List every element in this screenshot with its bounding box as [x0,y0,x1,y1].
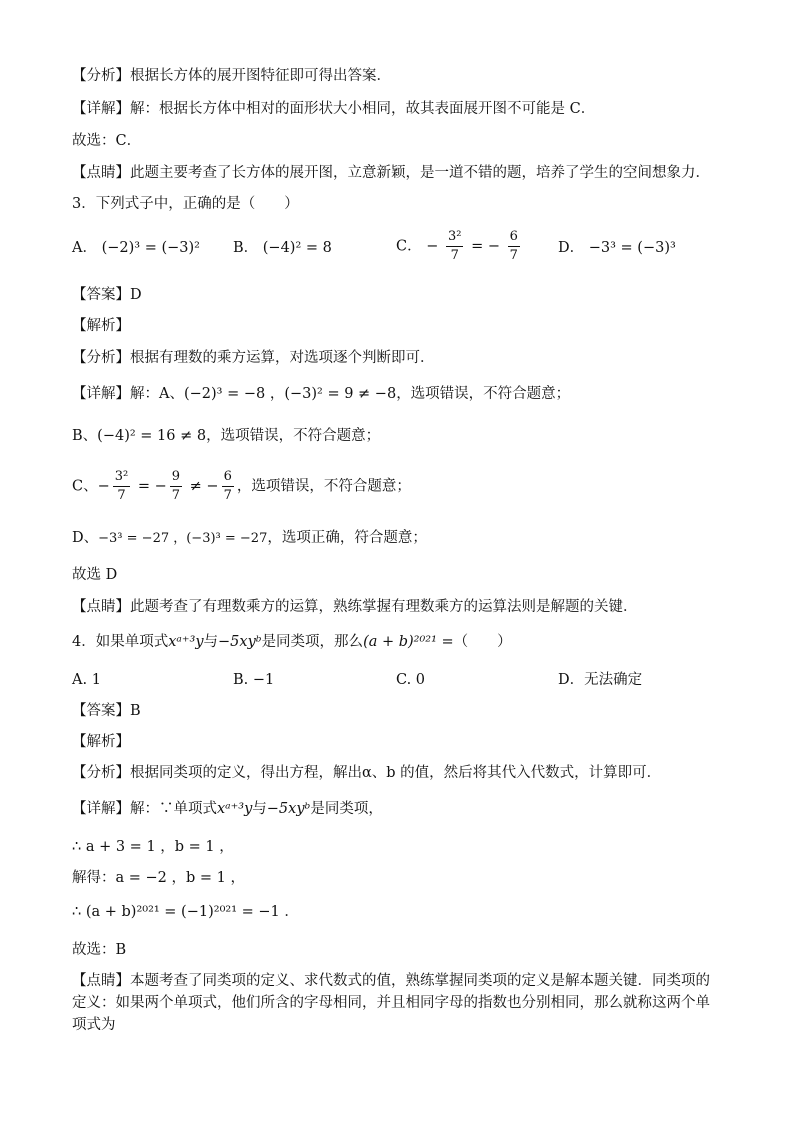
q3-option-d-label: D． [558,240,585,256]
q4-stem-mid: 与 [203,634,219,650]
q3-detail-c-mid: = − [133,478,167,495]
q4-stem [72,632,512,652]
q3-detail-b [72,426,380,446]
q3-option-d [558,238,676,258]
q4-comment: 【点睛】本题考查了同类项的定义、求代数式的值，熟练掌握同类项的定义是解本题关键．同类项的定义：如果两个单项式，他们所含的字母相同，并且相同字母的指数也分别相同，那么就称这两个单项式为 [72,973,710,1033]
q4-analysis-tag: 【解析】 [72,734,130,750]
q3-detail-a-suffix: ，选项错误，不符合题意； [396,386,571,402]
q3-option-c-num2: 6 [508,228,520,247]
q4-detail-suffix: 是同类项， [310,801,383,817]
q4-stem-prefix: 4．如果单项式 [72,634,169,650]
q4-step3: ∴ (a + b)²⁰²¹ = (−1)²⁰²¹ = −1 ． [72,904,299,920]
q3-option-a-label: A． [72,240,97,256]
q3-detail-a-math: (−2)³ = −8 ，(−3)² = 9 ≠ −8 [183,386,397,402]
q3-detail-a-prefix: 【详解】解：A、 [72,386,184,402]
q4-detail-math2: −5xyᵇ [266,801,311,817]
q4-stem-math3: (a + b)²⁰²¹ [363,634,437,650]
q3-detail-c-den3: 7 [223,488,232,503]
q2-comment: 【点睛】此题主要考查了长方体的展开图，立意新颖，是一道不错的题，培养了学生的空间想象力． [72,165,710,181]
q4-answer: 【答案】B [72,703,141,719]
q3-detail-c-frac1 [113,468,130,505]
q3-detail-a [72,384,570,404]
q2-choice: 故选：C． [72,133,142,149]
q3-detail-c-num2: 9 [170,468,182,487]
q3-choice: 故选 D [72,567,118,583]
q4-option-b: B. −1 [233,672,275,688]
q3-detail-d-suffix: ，选项正确，符合题意； [267,530,427,546]
q4-detail [72,799,383,819]
q3-detail-b-prefix: B、 [72,428,98,444]
q3-detail-d-math: −3³ = −27 ，(−3)³ = −27 [98,531,268,546]
q3-detail-c-den1: 7 [117,488,126,503]
q3-detail-c-den2: 7 [171,488,181,503]
q3-stem: 3．下列式子中，正确的是（ ） [72,196,299,212]
q3-option-b-label: B． [233,240,259,256]
q3-detail-c [72,468,411,505]
q4-step1: ∴ a + 3 = 1 ，b = 1 ， [72,839,234,855]
q3-option-c-num: 3² [446,228,463,247]
q3-option-a [72,238,200,258]
q3-option-c-mid: = − [471,238,500,255]
q3-option-c-frac1 [446,228,463,265]
q4-stem-math1: xᵃ⁺³y [168,634,204,650]
q3-option-c [396,228,523,265]
q2-analysis: 【分析】根据长方体的展开图特征即可得出答案． [72,68,391,84]
q3-analysis: 【分析】根据有理数的乘方运算，对选项逐个判断即可． [72,350,435,366]
q4-option-c: C. 0 [396,672,426,688]
q3-detail-c-suffix: ，选项错误，不符合题意； [236,478,411,495]
q4-stem-mid2: 是同类项，那么 [261,634,364,650]
q3-answer: 【答案】D [72,287,142,303]
q3-option-c-den2: 7 [509,248,518,263]
q3-detail-c-neq: ≠ − [185,478,219,495]
q4-option-a: A. 1 [72,672,101,688]
q3-detail-c-frac2 [170,468,182,505]
q3-analysis-tag: 【解析】 [72,318,130,334]
q3-detail-c-num3: 6 [222,468,234,487]
q3-option-c-prefix: − [426,238,439,255]
q4-step2: 解得：a = −2 ，b = 1 ， [72,870,245,886]
q4-stem-math2: −5xyᵇ [218,634,262,650]
q3-option-b-expr: (−4)² = 8 [262,240,332,256]
q4-detail-prefix: 【详解】解：∵单项式 [72,801,217,817]
q3-detail-d-prefix: D、 [72,530,99,546]
q3-option-c-frac2 [508,228,520,265]
q4-option-d: D．无法确定 [558,672,643,688]
q3-detail-c-prefix: C、 [72,478,98,495]
q3-option-b [233,238,332,258]
q3-detail-d [72,528,427,549]
q2-detail: 【详解】解：根据长方体中相对的面形状大小相同，故其表面展开图不可能是 C． [72,101,596,117]
q3-detail-b-suffix: ，选项错误，不符合题意； [206,428,381,444]
q3-detail-c-sign: − [97,478,110,495]
q4-detail-math1: xᵃ⁺³y [217,801,253,817]
q4-detail-mid: 与 [252,801,267,817]
q3-option-d-expr: −3³ = (−3)³ [588,240,676,256]
q4-analysis: 【分析】根据同类项的定义，得出方程，解出α、b 的值，然后将其代入代数式，计算即可． [72,765,662,781]
q3-detail-c-frac3 [222,468,234,505]
q3-detail-c-num1: 3² [113,468,130,487]
q3-option-a-expr: (−2)³ = (−3)² [101,240,200,256]
q3-comment: 【点睛】此题考查了有理数乘方的运算，熟练掌握有理数乘方的运算法则是解题的关键． [72,599,638,615]
q3-detail-b-math: (−4)² = 16 ≠ 8 [97,428,207,444]
q3-option-c-den: 7 [450,248,459,263]
q4-choice: 故选：B [72,942,127,958]
q3-option-c-label: C． [396,238,422,255]
q4-stem-suffix: =（ ） [436,634,512,650]
